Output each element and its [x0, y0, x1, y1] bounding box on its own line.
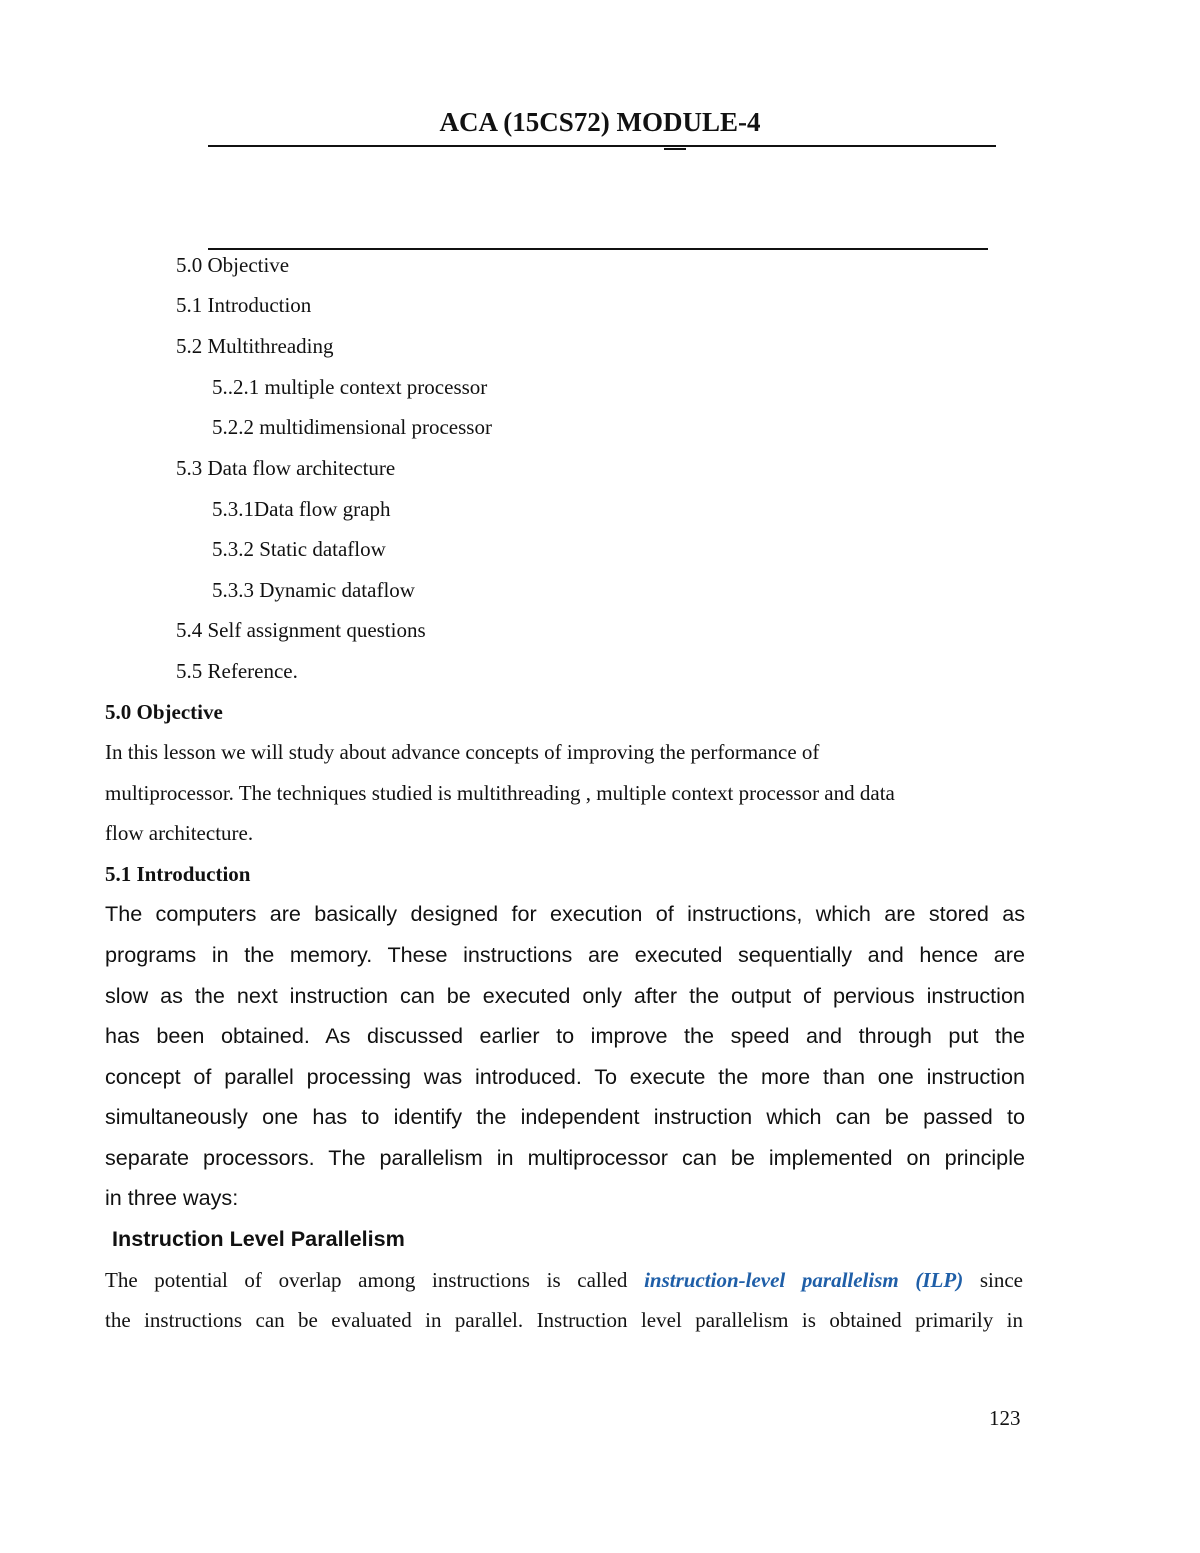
page-header-title: ACA (15CS72) MODULE-4: [439, 107, 761, 137]
introduction-text-line: simultaneously one has to identify the independent instruction which can be passed to: [105, 1104, 1025, 1129]
ilp-text-before: The potential of overlap among instructions is called: [105, 1268, 628, 1292]
objective-text-line: multiprocessor. The techniques studied is multithreading , multiple context processor and data: [105, 781, 895, 805]
page-number: 123: [989, 1406, 1021, 1430]
toc-item-multidimensional: 5.2.2 multidimensional processor: [212, 415, 492, 439]
ilp-term-link[interactable]: instruction-level parallelism (ILP): [644, 1268, 964, 1292]
section-heading-introduction: 5.1 Introduction: [105, 862, 251, 886]
ilp-text-line: [105, 1267, 1023, 1293]
introduction-text-line: in three ways:: [105, 1185, 239, 1210]
introduction-text-line: programs in the memory. These instructions are executed sequentially and hence are: [105, 942, 1025, 967]
ilp-text-line: the instructions can be evaluated in parallel. Instruction level parallelism is obtained primarily in: [105, 1308, 1023, 1332]
toc-item-reference: 5.5 Reference.: [176, 659, 298, 683]
subheading-ilp: Instruction Level Parallelism: [112, 1226, 405, 1251]
header-rule: [208, 145, 996, 147]
toc-item-multiple-context: 5..2.1 multiple context processor: [212, 375, 488, 399]
toc-item-objective: 5.0 Objective: [176, 253, 290, 277]
introduction-text-line: concept of parallel processing was introduced. To execute the more than one instruction: [105, 1064, 1025, 1089]
section-heading-objective: 5.0 Objective: [105, 700, 223, 724]
objective-text-line: flow architecture.: [105, 821, 254, 845]
toc-item-dynamic-dataflow: 5.3.3 Dynamic dataflow: [212, 578, 415, 602]
introduction-text-line: slow as the next instruction can be executed only after the output of pervious instruction: [105, 983, 1025, 1008]
toc-item-dataflow-architecture: 5.3 Data flow architecture: [176, 456, 396, 480]
objective-text-line: In this lesson we will study about advance concepts of improving the performance of: [105, 740, 820, 764]
toc-item-dataflow-graph: 5.3.1Data flow graph: [212, 497, 391, 521]
introduction-text-line: The computers are basically designed for execution of instructions, which are stored as: [105, 901, 1025, 926]
toc-item-self-assignment: 5.4 Self assignment questions: [176, 618, 426, 642]
toc-item-introduction: 5.1 Introduction: [176, 293, 312, 317]
introduction-text-line: separate processors. The parallelism in multiprocessor can be implemented on principle: [105, 1145, 1025, 1170]
header-rule-accent: [664, 148, 686, 150]
toc-item-multithreading: 5.2 Multithreading: [176, 334, 334, 358]
introduction-text-line: has been obtained. As discussed earlier to improve the speed and through put the: [105, 1023, 1025, 1048]
toc-item-static-dataflow: 5.3.2 Static dataflow: [212, 537, 386, 561]
toc-rule: [208, 248, 988, 250]
ilp-text-after: since: [979, 1268, 1024, 1292]
